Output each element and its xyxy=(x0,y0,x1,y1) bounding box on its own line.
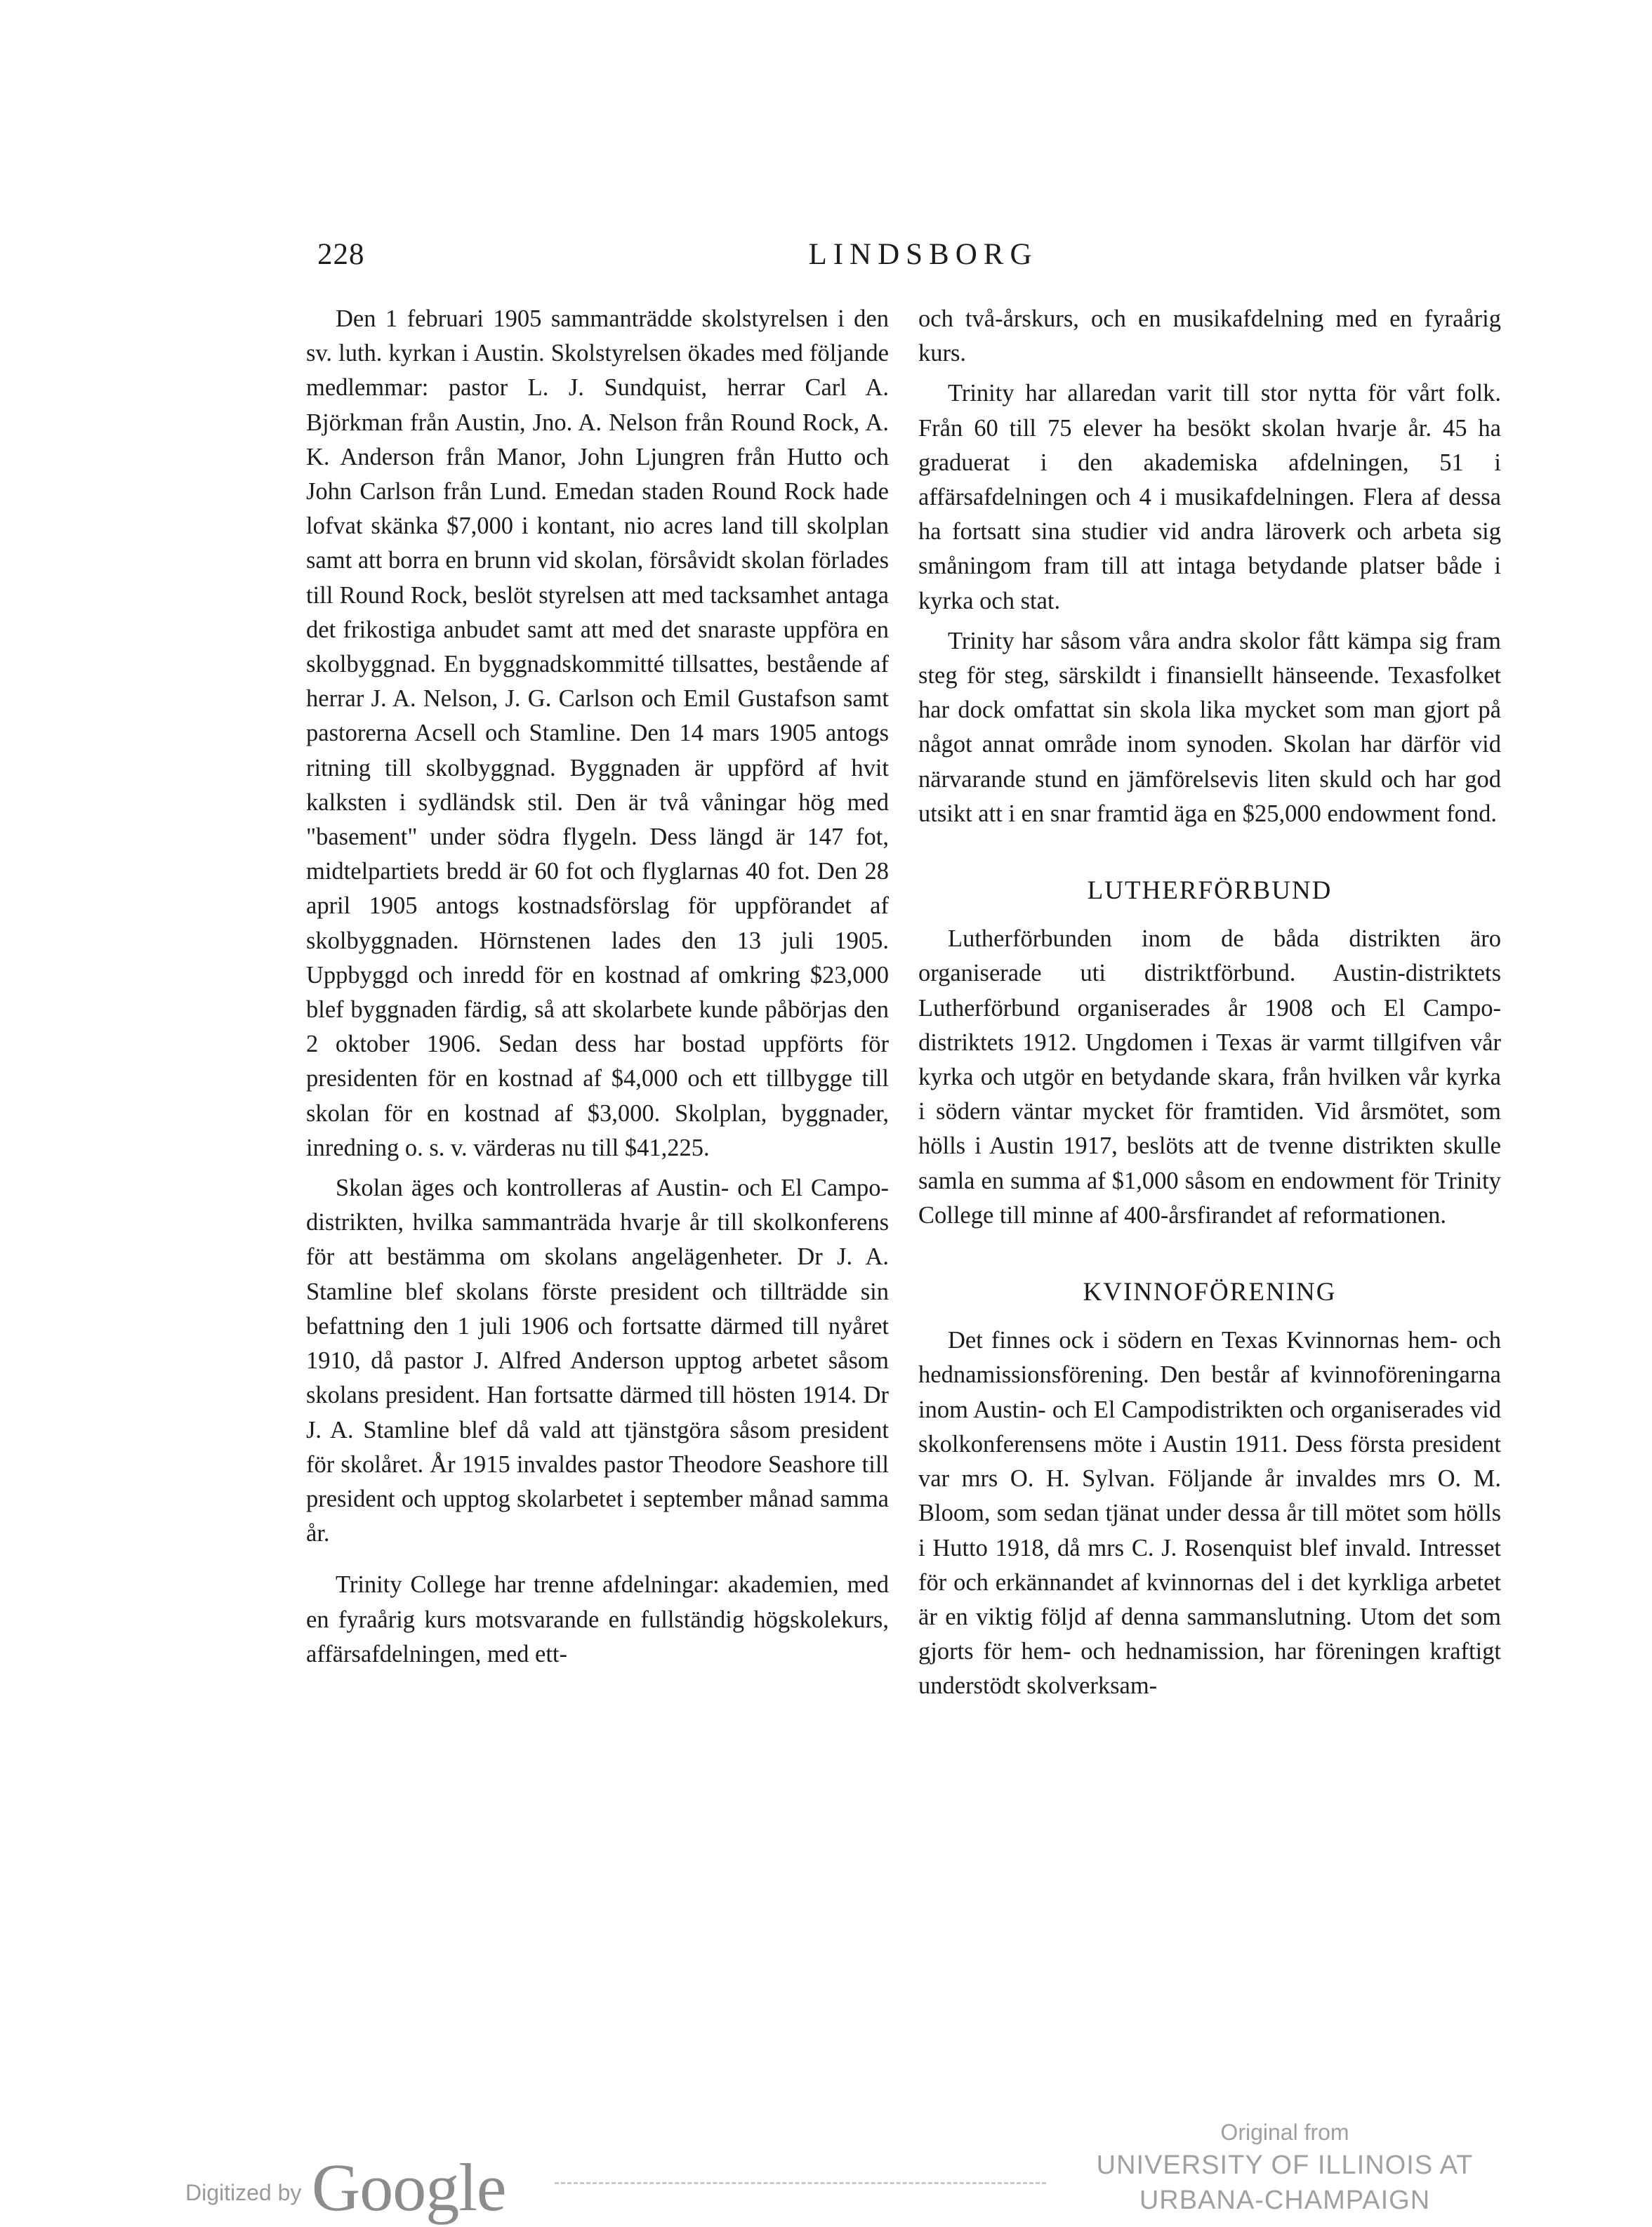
original-from-block xyxy=(1074,2117,1495,2218)
digitized-by-watermark xyxy=(185,2148,505,2226)
page-number: 228 xyxy=(317,238,365,271)
paragraph: Skolan äges och kontrolleras af Austin- och El Campo-distrikten, hvilka sammanträda hvarje år till skolkonferens för att bestämma om skolans angelägenheter. Dr J. A. Stamline blef skolans förste president och tillträdde sin befattning den 1 juli 1906 och fortsatte därmed till nyåret 1910, då pastor J. Alfred Anderson upptog arbetet såsom skolans president. Han fortsatte därmed till hösten 1914. Dr J. A. Stamline blef då vald att tjänstgöra såsom president för skolåret. År 1915 invaldes pastor Theodore Seashore till president och upptog skolarbetet i september månad samma år. xyxy=(306,1175,889,1547)
left-column xyxy=(306,302,889,1672)
right-column xyxy=(918,302,1501,1704)
paragraph: och två-årskurs, och en musikafdelning med en fyraårig kurs. xyxy=(918,305,1501,367)
digitized-by-text: Digitized by xyxy=(185,2180,302,2205)
paragraph: Den 1 februari 1905 sammanträdde skolstyrelsen i den sv. luth. kyrkan i Austin. Skolstyrelsen ökades med följande medlemmar: pastor L. J. Sundquist, herrar Carl A. Björkman från Austin, Jno. A. Nelson från Round Rock, A. K. Anderson från Manor, John Ljungren från Hutto och John Carlson från Lund. Emedan staden Round Rock hade lofvat skänka $7,000 i kontant, nio acres land till skolplan samt att borra en brunn vid skolan, försåvidt skolan förlades till Round Rock, beslöt styrelsen att med tacksamhet antaga det frikostiga anbudet samt att med det snaraste uppföra en skolbyggnad. En byggnadskommitté tillsattes, bestående af herrar J. A. Nelson, J. G. Carlson och Emil Gustafson samt pastorerna Acsell och Stamline. Den 14 mars 1905 antogs ritning till skolbyggnad. Byggnaden är uppförd af hvit kalksten i sydländsk stil. Den är två våningar hög med "basement" under södra flygeln. Dess längd är 147 fot, midtelpartiets bredd är 60 fot och flyglarnas 40 fot. Den 28 april 1905 antogs kostnadsförslag för uppförandet af skolbyggnaden. Hörnstenen lades den 13 juli 1905. Uppbyggd och inredd för en kostnad af omkring $23,000 blef byggnaden färdig, så att skolarbete kunde påbörjas den 2 oktober 1906. Sedan dess har bostad uppförts för presidenten för en kostnad af $4,000 och ett tillbygge till skolan för en kostnad af $3,000. Skolplan, byggnader, inredning o. s. v. värderas nu till $41,225. xyxy=(306,305,889,1161)
university-name: UNIVERSITY OF ILLINOIS AT xyxy=(1096,2150,1474,2180)
campus-name: URBANA-CHAMPAIGN xyxy=(1139,2186,1431,2215)
side-watermark xyxy=(4,913,25,2176)
paragraph: Det finnes ock i södern en Texas Kvinnornas hem- och hednamissionsförening. Den består af kvinnoföreningarna inom Austin- och El Campodistrikten och organiserades vid skolkonferensens möte i Austin 1911. Dess första president var mrs O. H. Sylvan. Följande år invaldes mrs O. M. Bloom, som sedan tjänat under dessa år till mötet som hölls i Hutto 1918, då mrs C. J. Rosenquist blef invald. Intresset för och erkännandet af kvinnornas del i det kyrkliga arbetet är en viktig följd af denna sammanslutning. Utom det som gjorts för hem- och hednamission, har föreningen kraftigt understödt skolverksam- xyxy=(918,1327,1501,1700)
running-title: LINDSBORG xyxy=(808,238,1038,271)
footer-divider xyxy=(555,2182,1046,2187)
paragraph: Lutherförbunden inom de båda distrikten äro organiserade uti distriktförbund. Austin-distriktets Lutherförbund organiserades år 1908 och El Campo-distriktets 1912. Ungdomen i Texas är varmt tillgifven vår kyrka och utgör en betydande skara, från hvilken vår kyrka i södern väntar mycket för framtiden. Vid årsmötet, som hölls i Austin 1917, beslöts att de tvenne distrikten skulle samla en summa af $1,000 såsom en endowment för Trinity College till minne af 400-årsfirandet af reformationen. xyxy=(918,925,1501,1229)
paragraph: Trinity har såsom våra andra skolor fått kämpa sig fram steg för steg, särskildt i finansiellt hänseende. Texasfolket har dock omfattat sin skola lika mycket som man gjort på något annat område inom synoden. Skolan har därför vid närvarande stund en jämförelsevis liten skuld och har god utsikt att i en snar framtid äga en $25,000 endowment fond. xyxy=(918,627,1501,827)
section-heading-lutherforbund: LUTHERFÖRBUND xyxy=(1087,876,1333,906)
page-header xyxy=(302,237,1545,279)
section-heading-kvinnoforening: KVINNOFÖRENING xyxy=(1083,1278,1337,1307)
original-from-text: Original from xyxy=(1220,2120,1349,2145)
paragraph: Trinity College har trenne afdelningar: akademien, med en fyraårig kurs motsvarande en fullständig högskolekurs, affärsafdelningen, med ett- xyxy=(306,1571,889,1667)
google-logo: Google xyxy=(311,2150,506,2225)
paragraph: Trinity har allaredan varit till stor nytta för vårt folk. Från 60 till 75 elever ha besökt skolan hvarje år. 45 ha graduerat i den akademiska afdelningen, 51 i affärsafdelningen och 4 i musikafdelningen. Flera af dessa ha fortsatt sina studier vid andra läroverk och arbeta sig småningom fram till att intaga betydande platser både i kyrka och stat. xyxy=(918,380,1501,614)
